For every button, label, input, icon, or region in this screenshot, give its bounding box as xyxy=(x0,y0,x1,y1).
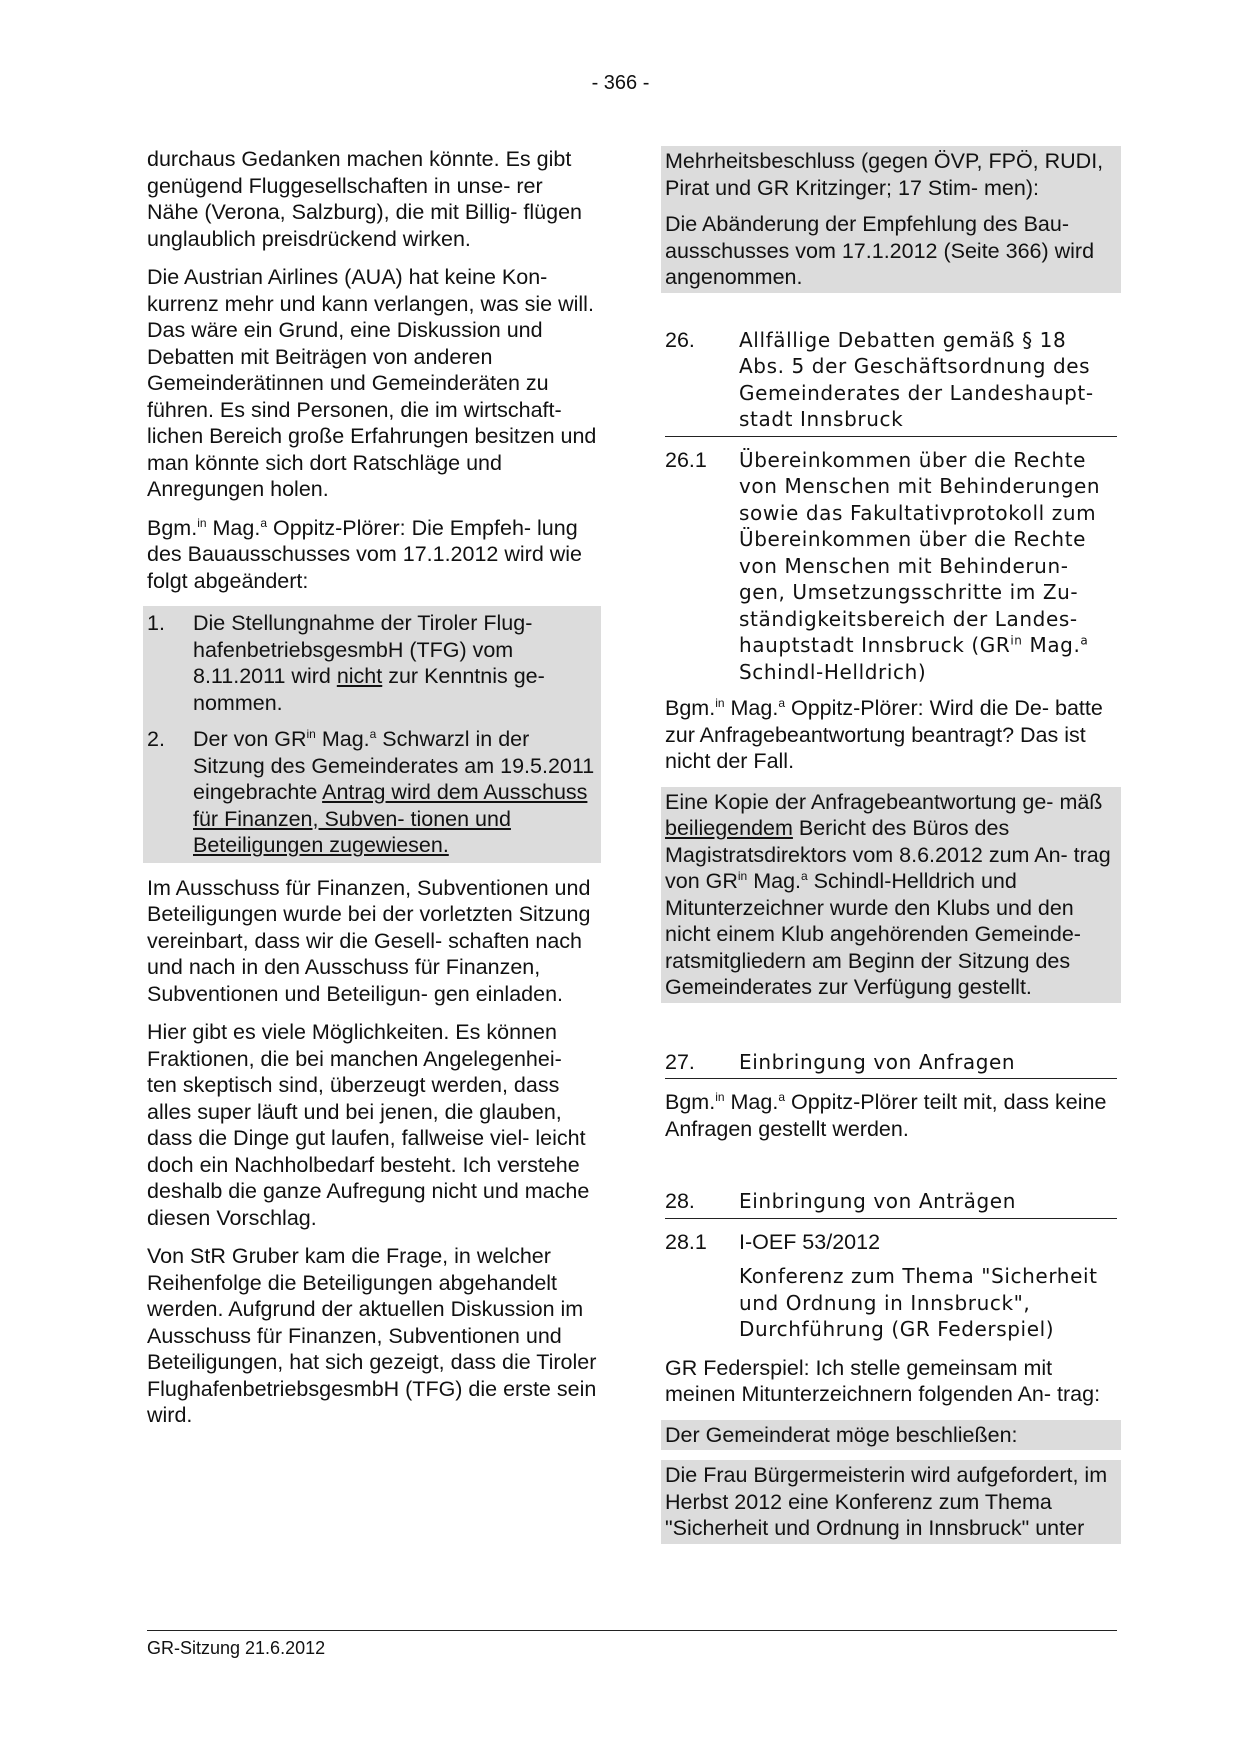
section-title: Einbringung von Anfragen xyxy=(739,1049,1016,1074)
superscript: a xyxy=(369,726,377,741)
text-run: Eine Kopie der Anfragebeantwortung ge- mäß xyxy=(665,789,1103,814)
text-run: Der von GR xyxy=(193,727,307,751)
copy-notice xyxy=(665,789,1117,1001)
vote-text: Mehrheitsbeschluss (gegen ÖVP, FPÖ, RUDI, Pirat und GR Kritzinger; 17 Stim- men): xyxy=(665,149,1104,200)
motion-title: Konferenz zum Thema "Sicherheit und Ordnung in Innsbruck", Durchführung (GR Federspiel) xyxy=(739,1264,1098,1341)
section-heading-28 xyxy=(665,1188,1117,1219)
amendment-list xyxy=(143,606,601,863)
copy-notice-block xyxy=(661,787,1121,1003)
list-number: 2. xyxy=(147,727,165,751)
section-number: 26.1 xyxy=(665,447,707,472)
speaker-title: Mag. xyxy=(206,515,261,540)
paragraph: Die Austrian Airlines (AUA) hat keine Kon- kurrenz mehr und kann verlangen, was sie will. Das wäre ein Grund, eine Diskussion und Debatten mit Beiträgen von anderen Gemeinderätinnen und Gemeinderäten zu führen. Es sind Personen, die im wirtschaft- lichen Bereich große Erfahrungen besitzen und man könnte sich dort Ratschläge und Anregungen holen. xyxy=(147,265,597,501)
superscript: a xyxy=(801,868,808,883)
superscript: in xyxy=(715,1089,725,1104)
text-run: Mag. xyxy=(1022,633,1081,657)
vote-block xyxy=(661,146,1121,293)
attachment-link[interactable]: beiliegendem xyxy=(665,816,793,840)
text-run: Die Stellungnahme der Tiroler Flug- hafenbetriebsgesmbH (TFG) vom 8.11.2011 wird xyxy=(193,611,533,688)
paragraph: GR Federspiel: Ich stelle gemeinsam mit meinen Mitunterzeichnern folgenden An- trag: xyxy=(665,1355,1101,1406)
resolution-intro: Der Gemeinderat möge beschließen: xyxy=(665,1422,1018,1447)
section-heading-27 xyxy=(665,1049,1117,1080)
text-run: Mag. xyxy=(724,1090,779,1114)
superscript: in xyxy=(197,515,207,530)
text-run: Bgm. xyxy=(665,696,716,720)
superscript: a xyxy=(1080,633,1089,648)
left-column xyxy=(147,146,597,1441)
superscript: a xyxy=(260,515,267,530)
text-run: Oppitz-Plörer teilt mit, dass keine Anfragen gestellt werden. xyxy=(665,1090,1107,1141)
section-number: 27. xyxy=(665,1049,695,1074)
text-run: Schindl-Helldrich und Mitunterzeichner wurde den Klubs und den nicht einem Klub angehörenden Gemeinde- ratsmitgliedern am Beginn der Sitzung des Gemeinderates zur Verfügung gestellt. xyxy=(665,869,1081,999)
section-title xyxy=(739,447,1117,686)
section-heading-26 xyxy=(665,327,1117,437)
section-title: Allfällige Debatten gemäß § 18 Abs. 5 der Geschäftsordnung des Gemeinderates der Landeshaupt- stadt Innsbruck xyxy=(739,327,1094,431)
resolution-block xyxy=(661,1420,1121,1451)
section-title: Einbringung von Anträgen xyxy=(739,1189,1016,1213)
speaker-paragraph xyxy=(147,515,597,595)
text-run: Bgm. xyxy=(665,1090,716,1114)
text-run: Übereinkommen über die Rechte von Menschen mit Behinderungen sowie das Fakultativprotokoll zum Übereinkommen über die Rechte von Menschen mit Behinderun- gen, Umsetzungsschritte im Zu- ständigkeitsbereich der Landes- hauptstadt Innsbruck (GR xyxy=(739,447,1101,657)
paragraph: Im Ausschuss für Finanzen, Subventionen und Beteiligungen wurde bei der vorletzten Sitzung vereinbart, dass wir die Gesell- schaften nach und nach in den Ausschuss für Finanzen, Subventionen und Beteiligun- gen einladen. xyxy=(147,875,591,1006)
motion-code: I-OEF 53/2012 xyxy=(739,1229,881,1254)
superscript: a xyxy=(778,695,785,710)
speaker-text: Oppitz-Plörer: Die Empfeh- lung des Bauausschusses vom 17.1.2012 wird wie folgt abgeändert: xyxy=(147,515,583,593)
resolution-text: Die Frau Bürgermeisterin wird aufgefordert, im Herbst 2012 eine Konferenz zum Thema "Sicherheit und Ordnung in Innsbruck" unter xyxy=(665,1463,1108,1540)
speaker-paragraph xyxy=(665,1089,1117,1142)
list-text xyxy=(193,610,597,716)
section-number: 28.1 xyxy=(665,1229,707,1254)
text-run: Schwarzl in der Sitzung des Gemeinderates am 19.5.2011 eingebrachte xyxy=(193,727,595,804)
text-run: Mag. xyxy=(747,869,802,893)
footer: GR-Sitzung 21.6.2012 xyxy=(147,1638,326,1658)
paragraph: durchaus Gedanken machen könnte. Es gibt genügend Fluggesellschaften in unse- rer Nähe (Verona, Salzburg), die mit Billig- flügen unglaublich preisdrückend wirken. xyxy=(147,147,582,251)
superscript: in xyxy=(1010,633,1023,648)
list-text xyxy=(193,726,597,859)
section-heading-26-1 xyxy=(665,447,1117,686)
speaker-title: Bgm. xyxy=(147,515,198,540)
superscript: in xyxy=(737,868,748,883)
text-run: Mag. xyxy=(724,696,779,720)
underlined-text: nicht xyxy=(336,664,383,688)
speaker-paragraph xyxy=(665,695,1117,775)
vote-result: Die Abänderung der Empfehlung des Bau- ausschusses vom 17.1.2012 (Seite 366) wird angenommen. xyxy=(665,212,1095,289)
superscript: a xyxy=(778,1089,785,1104)
superscript: in xyxy=(715,695,725,710)
list-number: 1. xyxy=(147,611,165,635)
list-item xyxy=(147,726,597,859)
page-number: - 366 - xyxy=(591,72,650,94)
paragraph: Hier gibt es viele Möglichkeiten. Es können Fraktionen, die bei manchen Angelegenhei- ten skeptisch sind, überzeugt werden, dass alles super läuft und bei jenen, die glauben, dass die Dinge gut laufen, fallweise viel- leicht doch ein Nachholbedarf besteht. Ich verstehe deshalb die ganze Aufregung nicht und mache diesen Vorschlag. xyxy=(147,1020,590,1230)
text-run: zur Kenntnis ge- nommen. xyxy=(193,664,545,715)
paragraph: Von StR Gruber kam die Frage, in welcher Reihenfolge die Beteiligungen abgehandelt werden. Aufgrund der aktuellen Diskussion im Ausschuss für Finanzen, Subventionen und Beteiligungen, hat sich gezeigt, dass die Tiroler FlughafenbetriebsgesmbH (TFG) die erste sein wird. xyxy=(147,1244,597,1427)
text-run: Mag. xyxy=(315,727,370,751)
text-run: Schindl-Helldrich) xyxy=(739,659,927,684)
section-number: 26. xyxy=(665,327,695,352)
motion-code-row xyxy=(665,1229,1117,1256)
right-column xyxy=(665,146,1117,1544)
list-item xyxy=(147,610,597,716)
resolution-text-block xyxy=(661,1460,1121,1544)
footer-divider xyxy=(147,1630,1117,1631)
text-run: Bericht des Büros des Magistratsdirektors vom 8.6.2012 zum An- trag von GR xyxy=(665,816,1111,893)
superscript: in xyxy=(306,726,316,741)
text-run: Oppitz-Plörer: Wird die De- batte zur Anfragebeantwortung beantragt? Das ist nicht der Fall. xyxy=(665,696,1103,773)
section-number: 28. xyxy=(665,1189,695,1213)
underlined-text: Antrag wird dem Ausschuss für Finanzen, Subven- tionen und Beteiligungen zugewiesen. xyxy=(193,780,588,857)
